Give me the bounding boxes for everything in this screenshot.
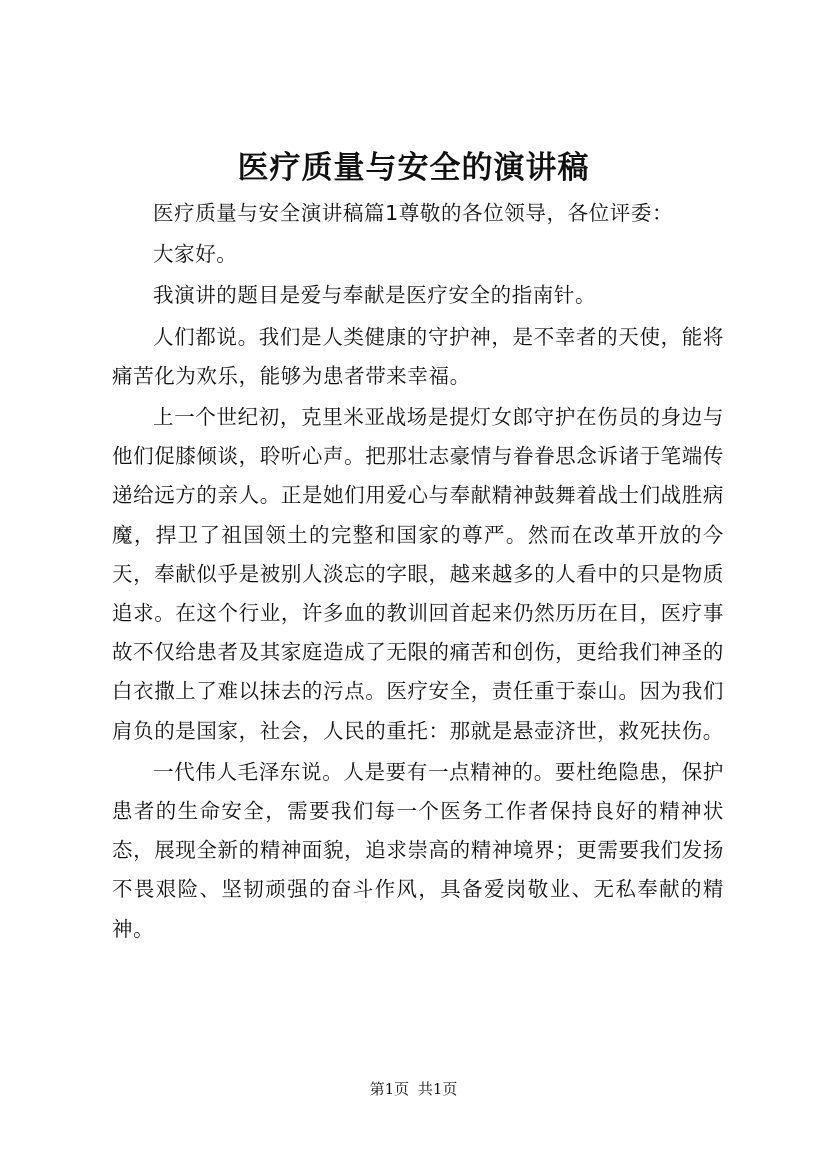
paragraph-history: 上一个世纪初，克里米亚战场是提灯女郎守护在伤员的身边与他们促膝倾谈，聆听心声。把那壮志豪情与眷眷思念诉诸于笔端传递给远方的亲人。正是她们用爱心与奉献精神鼓舞着战士们战胜病魔，捍卫了祖国领土的完整和国家的尊严。然而在改革开放的今天，奉献似乎是被别人淡忘的字眼，越来越多的人看中的只是物质追求。在这个行业，许多血的教训回首起来仍然历历在目，医疗事故不仅给患者及其家庭造成了无限的痛苦和创伤，更给我们神圣的白衣撒上了难以抹去的污点。医疗安全，责任重于泰山。因为我们肩负的是国家，社会，人民的重托：那就是悬壶济世，救死扶伤。	[112, 405, 724, 743]
paragraph-salutation: 医疗质量与安全演讲稿篇1尊敬的各位领导，各位评委：	[153, 201, 674, 225]
paragraph-topic: 我演讲的题目是爱与奉献是医疗安全的指南针。	[153, 283, 597, 308]
page-total: 共1页	[417, 1080, 458, 1098]
page-number: 第1页	[369, 1080, 410, 1098]
document-body	[112, 194, 724, 951]
page-footer	[0, 1079, 827, 1099]
paragraph-greeting: 大家好。	[153, 242, 238, 267]
paragraph-guardians: 人们都说。我们是人类健康的守护神，是不幸者的天使，能将痛苦化为欢乐，能够为患者带来幸福。	[112, 324, 724, 388]
paragraph-spirit: 一代伟人毛泽东说。人是要有一点精神的。要杜绝隐患，保护患者的生命安全，需要我们每一个医务工作者保持良好的精神状态，展现全新的精神面貌，追求崇高的精神境界；更需要我们发扬不畏艰险、坚韧顽强的奋斗作风，具备爱岗敬业、无私奉献的精神。	[112, 759, 724, 941]
document-title: 医疗质量与安全的演讲稿	[237, 150, 590, 186]
